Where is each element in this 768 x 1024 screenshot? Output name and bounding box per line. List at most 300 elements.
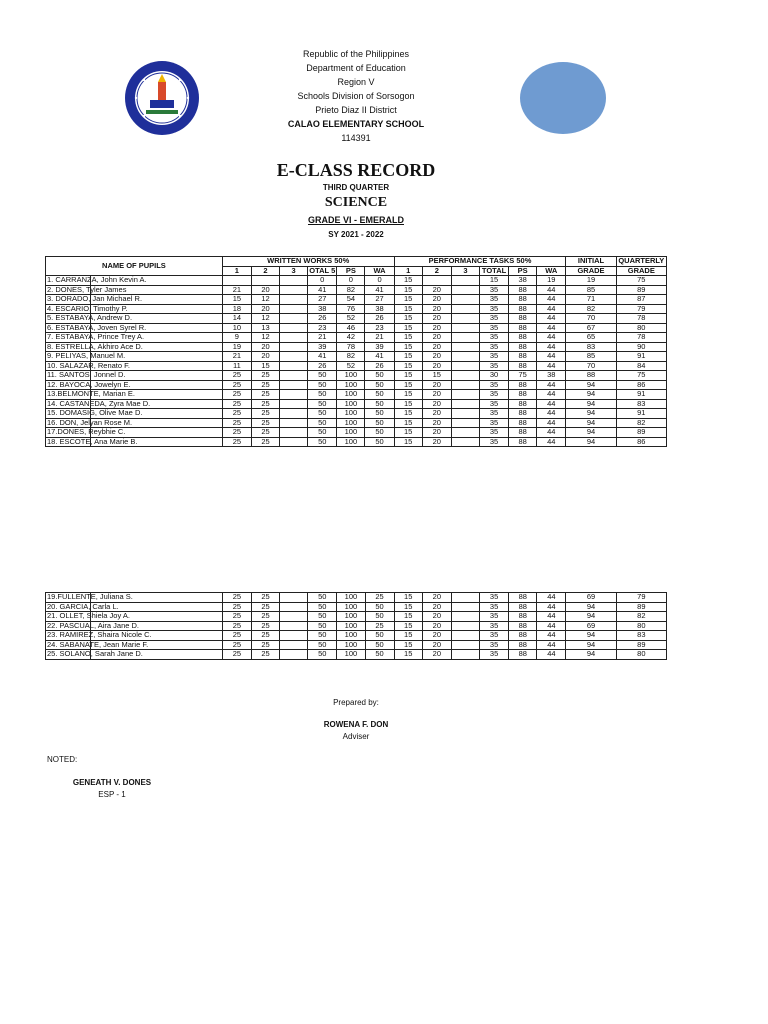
score-cell: 15 (394, 418, 422, 428)
score-cell: 27 (365, 295, 394, 305)
score-cell: 88 (509, 295, 537, 305)
score-cell: 100 (337, 380, 365, 390)
score-cell: 50 (308, 602, 337, 612)
table-row (46, 409, 667, 419)
score-cell: 42 (337, 333, 365, 343)
score-cell: 15 (394, 333, 422, 343)
score-cell: 88 (509, 640, 537, 650)
pupil-name-cell: 18. ESCOTE, Ana Marie B. (46, 437, 223, 447)
score-cell (451, 342, 479, 352)
score-cell: 25 (251, 428, 279, 438)
score-cell: 15 (394, 352, 422, 362)
name-divider (90, 324, 91, 333)
score-cell: 82 (566, 304, 616, 314)
score-cell: 15 (394, 304, 422, 314)
score-cell: 15 (394, 323, 422, 333)
score-cell: 79 (616, 304, 666, 314)
score-cell: 20 (251, 304, 279, 314)
score-cell (451, 399, 479, 409)
score-cell: 19 (222, 342, 251, 352)
score-cell: 44 (537, 361, 566, 371)
score-cell: 35 (480, 640, 509, 650)
noted-label: NOTED: (47, 755, 78, 764)
score-cell: 50 (365, 437, 394, 447)
pupil-name-cell: 12. BAYOCA, Jowelyn E. (46, 380, 223, 390)
score-cell: 44 (537, 390, 566, 400)
score-cell: 94 (566, 399, 616, 409)
score-cell: 27 (308, 295, 337, 305)
table-row (46, 276, 667, 286)
score-cell: 12 (251, 314, 279, 324)
score-cell: 50 (308, 640, 337, 650)
score-cell (451, 323, 479, 333)
score-cell: 25 (222, 399, 251, 409)
score-cell: 69 (566, 593, 616, 603)
score-cell: 35 (479, 342, 508, 352)
score-cell: 25 (365, 593, 394, 603)
score-cell: 50 (308, 371, 337, 381)
table-row (46, 418, 667, 428)
score-cell: 88 (566, 371, 616, 381)
score-cell: 20 (422, 428, 451, 438)
score-cell: 25 (251, 390, 279, 400)
table-row (46, 314, 667, 324)
score-cell: 50 (308, 428, 337, 438)
score-cell: 20 (422, 612, 451, 622)
pupil-name-cell: 20. GARCIA, Carla L. (46, 602, 223, 612)
header-p-col: PS (509, 266, 537, 276)
score-cell (280, 276, 308, 286)
name-divider (90, 390, 91, 399)
score-cell: 100 (337, 593, 365, 603)
score-cell: 25 (222, 631, 251, 641)
score-cell: 52 (337, 314, 365, 324)
score-cell: 38 (509, 276, 537, 286)
score-cell: 88 (509, 314, 537, 324)
score-cell (280, 390, 308, 400)
pupil-name-cell: 11. SANTOS, Jonnel D. (46, 371, 223, 381)
pupil-name-cell: 7. ESTABAYA, Prince Trey A. (46, 333, 223, 343)
header-quarterly-grade: GRADE (616, 266, 666, 276)
pupil-name-cell: 1. CARRANZA, John Kevin A. (46, 276, 223, 286)
name-divider (90, 362, 91, 371)
score-cell: 84 (616, 361, 666, 371)
score-cell: 100 (337, 631, 365, 641)
score-cell: 44 (537, 602, 566, 612)
score-cell (280, 640, 308, 650)
score-cell: 15 (394, 380, 422, 390)
score-cell: 50 (308, 631, 337, 641)
score-cell: 88 (509, 621, 537, 631)
table-row (46, 593, 667, 603)
score-cell: 20 (422, 650, 451, 660)
score-cell: 89 (616, 285, 666, 295)
score-cell: 35 (479, 304, 508, 314)
score-cell: 15 (394, 390, 422, 400)
score-cell: 44 (537, 418, 566, 428)
score-cell: 50 (365, 371, 394, 381)
score-cell: 35 (479, 323, 508, 333)
name-divider (90, 428, 91, 437)
adviser-title: Adviser (342, 732, 370, 741)
score-cell: 25 (222, 650, 251, 660)
table-row (46, 602, 667, 612)
score-cell: 35 (480, 631, 509, 641)
school-year-label: SY 2021 - 2022 (328, 230, 384, 239)
score-cell (280, 418, 308, 428)
score-cell: 12 (251, 333, 279, 343)
score-cell: 83 (616, 631, 666, 641)
score-cell: 20 (422, 361, 451, 371)
score-cell: 38 (308, 304, 337, 314)
score-cell: 20 (422, 304, 451, 314)
school-name: CALAO ELEMENTARY SCHOOL (287, 119, 425, 129)
score-cell (280, 650, 308, 660)
score-cell: 44 (537, 593, 566, 603)
score-cell: 18 (222, 304, 251, 314)
score-cell: 82 (337, 285, 365, 295)
table-row (46, 285, 667, 295)
score-cell: 19 (566, 276, 616, 286)
name-divider (90, 641, 91, 650)
score-cell (280, 333, 308, 343)
score-cell: 44 (537, 650, 566, 660)
score-cell (280, 361, 308, 371)
table-row (46, 361, 667, 371)
score-cell (451, 640, 479, 650)
score-cell (451, 409, 479, 419)
table-row (46, 390, 667, 400)
score-cell: 94 (566, 631, 616, 641)
pupil-name-cell: 17.DONES, Reybhie C. (46, 428, 223, 438)
score-cell: 50 (308, 593, 337, 603)
score-cell: 88 (509, 650, 537, 660)
name-divider (90, 409, 91, 418)
score-cell: 20 (251, 285, 279, 295)
score-cell: 88 (509, 342, 537, 352)
score-cell: 88 (509, 418, 537, 428)
score-cell: 44 (537, 304, 566, 314)
score-cell: 25 (222, 621, 251, 631)
score-cell: 86 (616, 380, 666, 390)
score-cell: 67 (566, 323, 616, 333)
score-cell: 46 (337, 323, 365, 333)
table-row (46, 333, 667, 343)
score-cell: 15 (394, 342, 422, 352)
score-cell (280, 621, 308, 631)
score-cell: 50 (308, 390, 337, 400)
score-cell: 15 (422, 371, 451, 381)
score-cell: 94 (566, 640, 616, 650)
score-cell: 38 (365, 304, 394, 314)
score-cell: 88 (509, 602, 537, 612)
header-line: Prieto Diaz II District (315, 105, 397, 115)
score-cell: 20 (422, 631, 451, 641)
header-w-col: 1 (222, 266, 251, 276)
pupil-name-cell: 3. DORADO, Jan Michael R. (46, 295, 223, 305)
score-cell (451, 380, 479, 390)
header-quarterly: QUARTERLY (616, 257, 666, 267)
score-cell: 44 (537, 428, 566, 438)
score-cell: 50 (308, 399, 337, 409)
header-block (0, 47, 712, 145)
score-cell (451, 304, 479, 314)
score-cell: 50 (308, 437, 337, 447)
score-cell: 41 (308, 352, 337, 362)
score-cell: 35 (479, 380, 508, 390)
score-cell: 88 (509, 437, 537, 447)
score-cell: 94 (566, 390, 616, 400)
score-cell: 20 (422, 390, 451, 400)
adviser-name: ROWENA F. DON (323, 720, 389, 729)
header-line: Schools Division of Sorsogon (297, 91, 415, 101)
name-divider (90, 276, 91, 285)
name-divider (90, 371, 91, 380)
name-divider (90, 631, 91, 640)
score-cell: 30 (479, 371, 508, 381)
score-cell (451, 602, 479, 612)
score-cell: 80 (616, 650, 666, 660)
score-cell: 13 (251, 323, 279, 333)
score-cell: 20 (422, 342, 451, 352)
score-cell: 25 (251, 650, 279, 660)
score-cell: 50 (308, 409, 337, 419)
score-cell: 100 (337, 650, 365, 660)
score-cell: 25 (251, 631, 279, 641)
score-cell: 25 (222, 640, 251, 650)
score-cell (280, 631, 308, 641)
table-row (46, 304, 667, 314)
score-cell: 88 (509, 399, 537, 409)
prepared-by-label: Prepared by: (333, 698, 379, 707)
score-cell: 89 (616, 602, 666, 612)
score-cell: 70 (566, 314, 616, 324)
score-cell: 88 (509, 323, 537, 333)
score-cell (222, 276, 251, 286)
score-cell: 41 (365, 352, 394, 362)
score-cell: 91 (616, 352, 666, 362)
header-name-of-pupils: NAME OF PUPILS (46, 257, 223, 276)
score-cell: 35 (480, 593, 509, 603)
score-cell: 89 (616, 640, 666, 650)
name-divider (90, 314, 91, 323)
name-divider (90, 400, 91, 409)
score-cell (451, 352, 479, 362)
score-cell: 15 (479, 276, 508, 286)
score-cell (451, 285, 479, 295)
name-divider (90, 622, 91, 631)
pupil-name-cell: 21. OLLET, Shiela Joy A. (46, 612, 223, 622)
header-p-col: WA (537, 266, 566, 276)
score-cell: 88 (509, 304, 537, 314)
score-cell (280, 399, 308, 409)
score-cell: 76 (337, 304, 365, 314)
score-cell: 69 (566, 621, 616, 631)
score-cell: 20 (422, 593, 451, 603)
noted-name: GENEATH V. DONES (72, 778, 152, 787)
score-cell: 21 (365, 333, 394, 343)
pupil-name-cell: 13.BELMONTE, Marian E. (46, 390, 223, 400)
score-cell: 20 (422, 333, 451, 343)
score-cell: 87 (616, 295, 666, 305)
header-w-col: 3 (280, 266, 308, 276)
score-cell: 78 (337, 342, 365, 352)
score-cell: 20 (422, 640, 451, 650)
score-cell: 44 (537, 621, 566, 631)
score-cell: 25 (251, 593, 279, 603)
score-cell: 75 (616, 371, 666, 381)
score-cell: 35 (479, 285, 508, 295)
score-cell: 38 (537, 371, 566, 381)
name-divider (90, 343, 91, 352)
table-row (46, 437, 667, 447)
score-cell: 25 (222, 371, 251, 381)
score-cell: 44 (537, 352, 566, 362)
score-cell: 20 (422, 621, 451, 631)
score-cell: 44 (537, 295, 566, 305)
score-cell: 88 (509, 361, 537, 371)
score-cell (280, 593, 308, 603)
score-cell (422, 276, 451, 286)
score-cell: 20 (422, 285, 451, 295)
score-cell: 89 (616, 428, 666, 438)
score-cell: 26 (308, 361, 337, 371)
score-cell: 20 (422, 352, 451, 362)
score-cell: 75 (509, 371, 537, 381)
score-cell (280, 285, 308, 295)
score-cell: 35 (479, 428, 508, 438)
score-cell: 25 (222, 390, 251, 400)
score-cell: 50 (365, 602, 394, 612)
score-cell: 44 (537, 631, 566, 641)
page-title: E-CLASS RECORD (276, 160, 436, 180)
pupil-name-cell: 24. SABANATE, Jean Marie F. (46, 640, 223, 650)
name-divider (90, 593, 91, 602)
pupil-name-cell: 15. DOMASIG, Olive Mae D. (46, 409, 223, 419)
score-cell: 100 (337, 437, 365, 447)
score-cell: 39 (365, 342, 394, 352)
table-row (46, 371, 667, 381)
score-cell: 50 (365, 650, 394, 660)
score-cell: 15 (394, 371, 422, 381)
score-cell: 25 (222, 593, 251, 603)
header-line: Republic of the Philippines (302, 49, 410, 59)
score-cell: 83 (566, 342, 616, 352)
score-cell: 15 (394, 399, 422, 409)
score-cell: 44 (537, 285, 566, 295)
score-cell: 0 (365, 276, 394, 286)
score-cell: 15 (394, 602, 422, 612)
score-cell: 35 (479, 352, 508, 362)
pupil-name-cell: 25. SOLANO, Sarah Jane D. (46, 650, 223, 660)
score-cell: 35 (479, 295, 508, 305)
score-cell: 25 (222, 380, 251, 390)
score-cell: 35 (479, 418, 508, 428)
score-cell: 25 (251, 371, 279, 381)
score-cell: 20 (422, 418, 451, 428)
score-cell: 100 (337, 612, 365, 622)
header-initial-grade: GRADE (566, 266, 616, 276)
score-cell: 94 (566, 428, 616, 438)
score-cell (280, 602, 308, 612)
score-cell: 100 (337, 428, 365, 438)
score-cell: 50 (308, 621, 337, 631)
name-divider (90, 305, 91, 314)
class-record-table (45, 256, 667, 447)
score-cell: 25 (222, 612, 251, 622)
section-label: GRADE VI - EMERALD (307, 215, 404, 225)
score-cell: 35 (479, 333, 508, 343)
table-row (46, 428, 667, 438)
score-cell: 35 (480, 650, 509, 660)
score-cell: 15 (394, 276, 422, 286)
score-cell: 50 (365, 631, 394, 641)
score-cell: 15 (394, 428, 422, 438)
score-cell: 35 (480, 621, 509, 631)
score-cell: 25 (251, 602, 279, 612)
score-cell: 15 (394, 314, 422, 324)
score-cell: 88 (509, 631, 537, 641)
score-cell (451, 428, 479, 438)
score-cell: 25 (251, 418, 279, 428)
score-cell: 50 (365, 640, 394, 650)
score-cell: 50 (365, 399, 394, 409)
table-row (46, 640, 667, 650)
score-cell: 88 (509, 352, 537, 362)
score-cell: 75 (616, 276, 666, 286)
header-w-col: OTAL 5 (309, 266, 336, 275)
score-cell (280, 352, 308, 362)
pupil-name-cell: 22. PASCUAL, Aira Jane D. (46, 621, 223, 631)
score-cell: 44 (537, 333, 566, 343)
score-cell: 44 (537, 612, 566, 622)
score-cell: 100 (337, 621, 365, 631)
score-cell: 15 (394, 437, 422, 447)
score-cell: 20 (422, 295, 451, 305)
score-cell: 21 (308, 333, 337, 343)
score-cell: 50 (365, 428, 394, 438)
score-cell (280, 612, 308, 622)
score-cell: 15 (251, 361, 279, 371)
score-cell: 91 (616, 409, 666, 419)
score-cell: 88 (509, 428, 537, 438)
score-cell: 100 (337, 371, 365, 381)
score-cell: 25 (365, 621, 394, 631)
header-p-col: 3 (451, 266, 479, 276)
score-cell: 20 (251, 352, 279, 362)
score-cell: 35 (479, 437, 508, 447)
score-cell: 94 (566, 437, 616, 447)
score-cell (451, 361, 479, 371)
score-cell (451, 371, 479, 381)
pupil-name-cell: 19.FULLENTE, Juliana S. (46, 593, 223, 603)
score-cell: 70 (566, 361, 616, 371)
name-divider (90, 603, 91, 612)
score-cell: 15 (394, 650, 422, 660)
score-cell: 80 (616, 323, 666, 333)
score-cell (280, 304, 308, 314)
score-cell: 94 (566, 380, 616, 390)
score-cell: 50 (308, 418, 337, 428)
header-w-col: 2 (251, 266, 279, 276)
score-cell: 26 (365, 314, 394, 324)
score-cell: 44 (537, 342, 566, 352)
score-cell: 85 (566, 285, 616, 295)
score-cell (451, 276, 479, 286)
score-cell: 15 (394, 631, 422, 641)
score-cell: 50 (365, 612, 394, 622)
score-cell: 94 (566, 418, 616, 428)
